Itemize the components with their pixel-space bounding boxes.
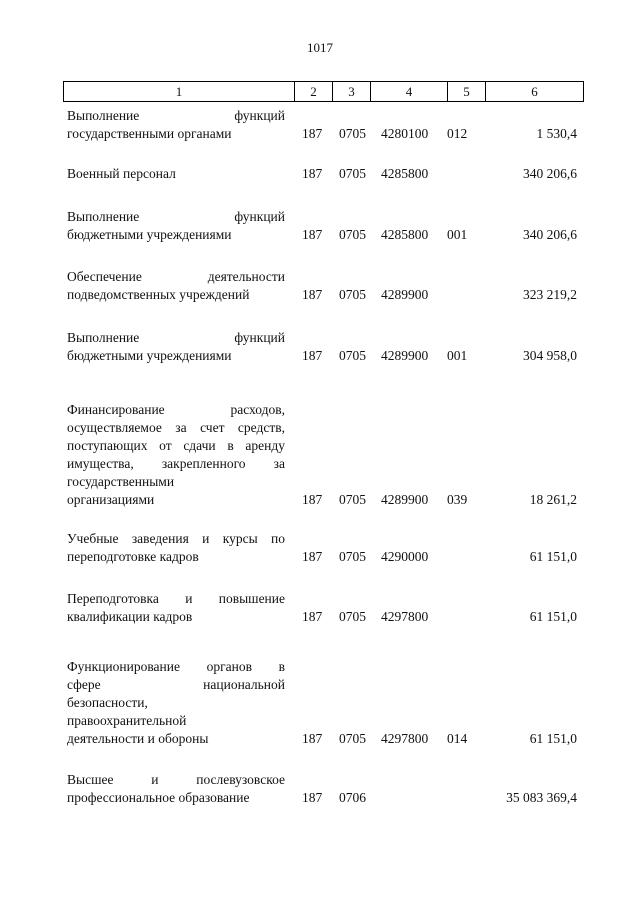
row-c4: 4280100 xyxy=(381,126,429,141)
row-name xyxy=(67,658,285,748)
row-c2: 187 xyxy=(302,227,323,242)
row-c4: 4289900 xyxy=(381,287,429,302)
row-c6: 323 219,2 xyxy=(523,287,577,302)
row-c3: 0705 xyxy=(339,227,366,242)
row-name xyxy=(67,165,285,183)
row-name xyxy=(67,590,285,626)
row-name xyxy=(67,268,285,304)
row-name-line: Финансирование расходов, xyxy=(67,402,285,417)
row-name-line: государственными xyxy=(67,474,175,489)
row-c6: 1 530,4 xyxy=(536,126,577,141)
row-c5: 014 xyxy=(447,731,468,746)
row-c3: 0705 xyxy=(339,549,366,564)
page-number: 1017 xyxy=(307,40,333,55)
row-c3: 0706 xyxy=(339,790,366,805)
row-c5: 001 xyxy=(447,227,468,242)
row-c2: 187 xyxy=(302,166,323,181)
row-name-line: Функционирование органов в xyxy=(67,659,285,674)
row-c6: 18 261,2 xyxy=(529,492,577,507)
header-col-3: 3 xyxy=(332,82,370,101)
row-c6: 340 206,6 xyxy=(523,227,577,242)
row-name-line: Выполнение функций xyxy=(67,209,285,224)
row-c4: 4297800 xyxy=(381,609,429,624)
row-c6: 35 083 369,4 xyxy=(506,790,577,805)
row-name-line: переподготовке кадров xyxy=(67,549,199,564)
row-c2: 187 xyxy=(302,126,323,141)
row-name-line: Учебные заведения и курсы по xyxy=(67,531,285,546)
row-c2: 187 xyxy=(302,492,323,507)
row-name-line: бюджетными учреждениями xyxy=(67,348,232,363)
row-name-line: правоохранительной xyxy=(67,713,187,728)
row-name xyxy=(67,107,285,143)
row-c3: 0705 xyxy=(339,348,366,363)
row-name-line: бюджетными учреждениями xyxy=(67,227,232,242)
row-c5: 012 xyxy=(447,126,468,141)
row-c3: 0705 xyxy=(339,287,366,302)
row-c2: 187 xyxy=(302,287,323,302)
row-c4: 4285800 xyxy=(381,227,429,242)
row-name-line: Выполнение функций xyxy=(67,108,285,123)
row-c4: 4297800 xyxy=(381,731,429,746)
header-col-6: 6 xyxy=(485,82,583,101)
row-name-line: Выполнение функций xyxy=(67,330,285,345)
row-name-line: безопасности, xyxy=(67,695,148,710)
row-c2: 187 xyxy=(302,609,323,624)
row-name xyxy=(67,771,285,807)
row-c6: 61 151,0 xyxy=(529,609,577,624)
row-name-line: Обеспечение деятельности xyxy=(67,269,285,284)
row-name-line: осуществляемое за счет средств, xyxy=(67,420,285,435)
row-c3: 0705 xyxy=(339,731,366,746)
row-name xyxy=(67,401,285,509)
header-col-5: 5 xyxy=(447,82,485,101)
row-c2: 187 xyxy=(302,731,323,746)
row-c5: 001 xyxy=(447,348,468,363)
row-c2: 187 xyxy=(302,790,323,805)
header-col-4: 4 xyxy=(370,82,447,101)
row-name-line: профессиональное образование xyxy=(67,790,250,805)
row-c4: 4290000 xyxy=(381,549,429,564)
row-c3: 0705 xyxy=(339,492,366,507)
row-c3: 0705 xyxy=(339,166,366,181)
row-c5: 039 xyxy=(447,492,468,507)
row-name-line: Военный персонал xyxy=(67,166,176,181)
row-name-line: Переподготовка и повышение xyxy=(67,591,285,606)
row-name-line: поступающих от сдачи в аренду xyxy=(67,438,285,453)
row-c4: 4289900 xyxy=(381,348,429,363)
row-name-line: квалификации кадров xyxy=(67,609,193,624)
row-name-line: имущества, закрепленного за xyxy=(67,456,285,471)
row-name-line: организациями xyxy=(67,492,155,507)
row-c4: 4285800 xyxy=(381,166,429,181)
row-c3: 0705 xyxy=(339,126,366,141)
header-col-1: 1 xyxy=(175,84,183,99)
row-c6: 340 206,6 xyxy=(523,166,577,181)
row-name xyxy=(67,530,285,566)
row-name-line: сфере национальной xyxy=(67,677,285,692)
row-name-line: подведомственных учреждений xyxy=(67,287,250,302)
row-name xyxy=(67,208,285,244)
row-c6: 61 151,0 xyxy=(529,731,577,746)
row-c4: 4289900 xyxy=(381,492,429,507)
row-c2: 187 xyxy=(302,549,323,564)
row-name-line: государственными органами xyxy=(67,126,232,141)
row-name-line: Высшее и послевузовское xyxy=(67,772,285,787)
row-c2: 187 xyxy=(302,348,323,363)
header-col-2: 2 xyxy=(294,82,332,101)
row-name xyxy=(67,329,285,365)
table-header xyxy=(63,81,584,102)
row-c6: 61 151,0 xyxy=(529,549,577,564)
row-c6: 304 958,0 xyxy=(523,348,577,363)
row-c3: 0705 xyxy=(339,609,366,624)
row-name-line: деятельности и обороны xyxy=(67,731,209,746)
